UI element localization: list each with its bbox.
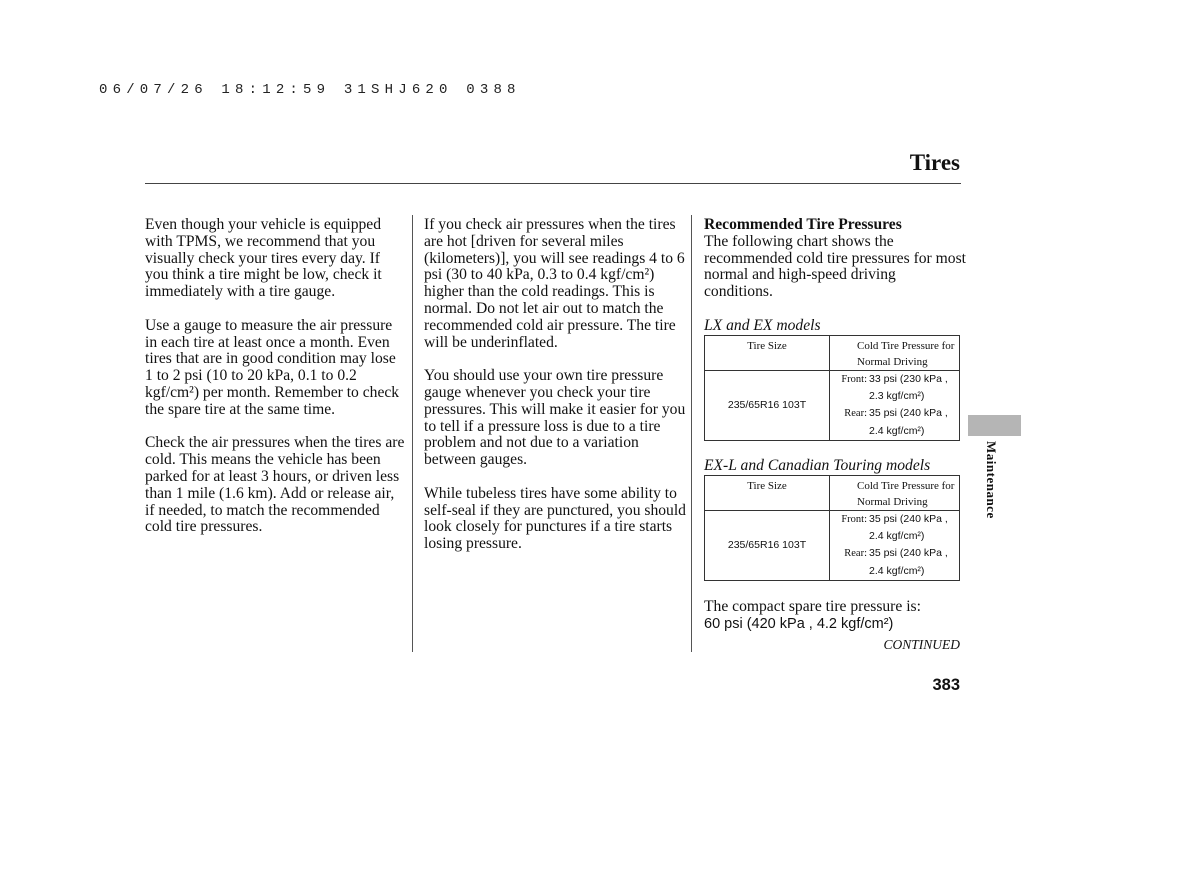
text-column-1 [145,217,407,553]
continued-label: CONTINUED [883,637,960,652]
section-heading: Recommended Tire Pressures [704,216,902,233]
paragraph: While tubeless tires have some ability to self-seal if they are punctured, you should look closely for punctures if a tire starts losing pressure. [424,484,686,553]
print-timestamp: 06/07/26 18:12:59 31SHJ620 0388 [99,82,521,98]
page-number: 383 [932,676,960,694]
tire-size-cell: 235/65R16 103T [705,370,830,440]
rear-label: Rear: [844,548,867,560]
header-line: Normal Driving [857,495,928,508]
front-value: 2.3 kgf/cm²) [869,390,925,403]
header-line: Cold Tire Pressure for [857,479,955,492]
paragraph: If you check air pressures when the tires are hot [driven for several miles (kilometers)], you will see readings 4 to 6 psi (30 to 40 kPa, 0.3 to 0.4 kgf/cm²) higher than the cold readings. This is normal. Do not let air out to match the recommended cold air pressure. The tire will be underinflated. [424,216,685,351]
page-title: Tires [909,150,960,175]
column-divider [691,215,692,652]
front-label: Front: [841,373,867,385]
header-tire-size: Tire Size [705,335,830,370]
model-caption: EX-L and Canadian Touring models [704,456,931,474]
paragraph: Check the air pressures when the tires are cold. This means the vehicle has been parked for at least 3 hours, or driven less than 1 mile (1.6 km). Add or release air, if needed, to match the recommended cold tire pressures. [145,434,405,536]
tire-size-cell: 235/65R16 103T [705,510,830,580]
rear-value: 2.4 kgf/cm²) [869,564,925,577]
paragraph: Use a gauge to measure the air pressure in each tire at least once a month. Even tires that are in good condition may lose 1 to 2 psi (10 to 20 kPa, 0.1 to 0.2 kgf/cm²) per month. Remember to check the spare tire at the same time. [145,316,400,418]
spare-tire-value: 60 psi (420 kPa , 4.2 kgf/cm²) [704,615,894,632]
pressure-values [830,370,960,440]
header-line: Cold Tire Pressure for [857,339,955,352]
text-column-2 [424,217,686,570]
spare-tire-text: The compact spare tire pressure is: [704,597,921,615]
front-value: 33 psi (230 kPa , [869,372,948,385]
title-divider [145,183,961,184]
paragraph: Even though your vehicle is equipped with TPMS, we recommend that you visually check your tires every day. If you think a tire might be low, check it immediately with a tire gauge. [145,216,382,301]
rear-value: 35 psi (240 kPa , [869,547,948,560]
header-line: Normal Driving [857,355,928,368]
paragraph: The following chart shows the recommended cold tire pressures for most normal and high-speed driving conditions. [704,232,966,301]
rear-value: 2.4 kgf/cm²) [869,424,925,437]
column-divider [412,215,413,652]
rear-value: 35 psi (240 kPa , [869,407,948,420]
header-cold-pressure [830,475,960,510]
front-label: Front: [841,513,867,525]
model-caption: LX and EX models [704,316,821,334]
section-side-label: Maintenance [984,441,999,519]
rear-label: Rear: [844,408,867,420]
paragraph: You should use your own tire pressure gauge whenever you check your tire pressures. This will make it easier for you to tell if a pressure loss is due to a tire problem and not due to a variation between gauges. [424,367,686,469]
header-tire-size: Tire Size [705,475,830,510]
header-cold-pressure [830,335,960,370]
front-value: 35 psi (240 kPa , [869,512,948,525]
text-column-3 [704,217,966,632]
section-tab-marker [968,415,1021,436]
tire-pressure-table [704,475,960,581]
tire-pressure-table [704,335,960,441]
pressure-values [830,510,960,580]
front-value: 2.4 kgf/cm²) [869,530,925,543]
